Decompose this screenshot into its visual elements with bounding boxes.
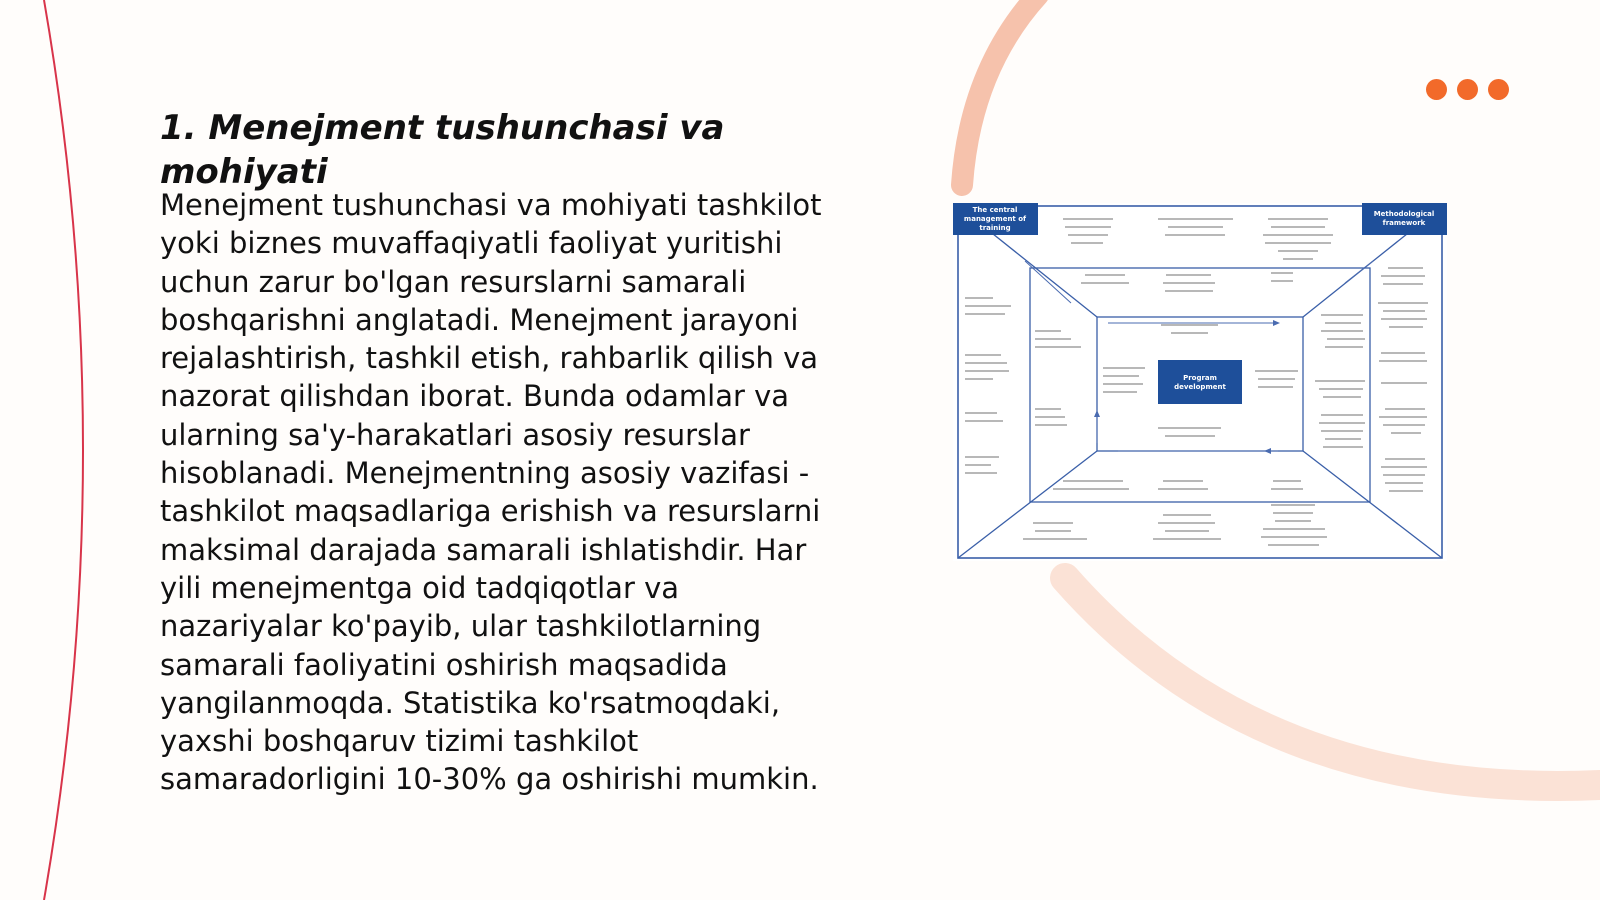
slide-body-text: Menejment tushunchasi va mohiyati tashkilot yoki biznes muvaffaqiyatli faoliyat yuritishi uchun zarur bo'lgan resurslarni samarali boshqarishni anglatadi. Menejment jarayoni rejalashtirish, tashkil etish, rahbarlik qilish va nazorat qilishdan iborat. Bunda odamlar va ularning sa'y-harakatlari asosiy resurslar hisoblanadi. Menejmentning asosiy vazifasi - tashkilot maqsadlariga erishish va resurslarni maksimal darajada samarali ishlatishdir. Har yili menejmentga oid tadqiqotlar va nazariyalar ko'payib, ular tashkilotlarning samarali faoliyatini oshirish maqsadida yangilanmoqda. Statistika ko'rsatmoqdaki, yaxshi boshqaruv tizimi tashkilot samaradorligini 10-30% ga oshirishi mumkin. (160, 188, 822, 797)
svg-text:training: training (979, 224, 1011, 232)
svg-text:Program: Program (1183, 374, 1217, 382)
training-diagram-image (953, 203, 1447, 561)
svg-text:framework: framework (1382, 219, 1426, 227)
svg-text:Methodological: Methodological (1373, 210, 1435, 218)
left-accent-line (44, 0, 83, 900)
svg-text:development: development (1174, 383, 1226, 391)
program-development-box (1158, 360, 1242, 404)
decorative-arc-upper (962, 0, 1038, 185)
svg-text:management of: management of (963, 215, 1027, 223)
decorative-arc-lower (1065, 578, 1600, 786)
slide-title: 1. Menejment tushunchasi va mohiyati (160, 108, 725, 192)
dot-icon (1457, 79, 1478, 100)
central-management-box (953, 203, 1038, 235)
methodological-framework-box (1362, 203, 1447, 235)
menu-dots-icon (1426, 79, 1509, 100)
svg-text:The central: The central (972, 206, 1018, 214)
dot-icon (1426, 79, 1447, 100)
dot-icon (1488, 79, 1509, 100)
